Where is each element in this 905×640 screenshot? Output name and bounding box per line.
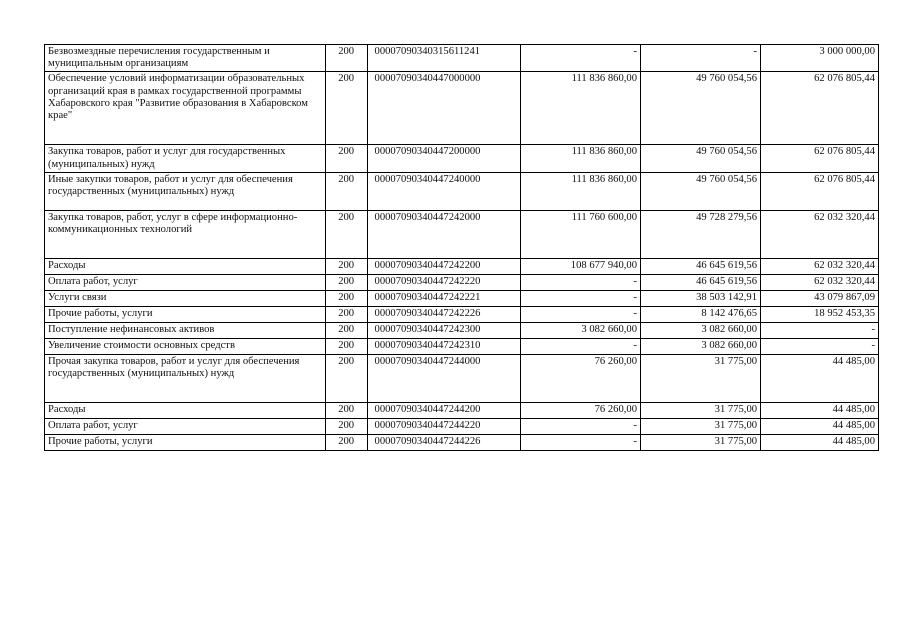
- table-row: [45, 418, 879, 434]
- row-approved-amount: -: [520, 306, 640, 322]
- row-budget-code: 00007090340447242221: [367, 290, 520, 306]
- row-line-code: 200: [325, 210, 367, 258]
- row-name: Прочие работы, услуги: [45, 306, 326, 322]
- row-unexecuted-amount: -: [761, 338, 879, 354]
- row-approved-amount: -: [520, 418, 640, 434]
- row-approved-amount: 108 677 940,00: [520, 258, 640, 274]
- row-unexecuted-amount: 18 952 453,35: [761, 306, 879, 322]
- row-executed-amount: 31 775,00: [641, 354, 761, 402]
- row-name: Прочая закупка товаров, работ и услуг для обеспечения государственных (муниципальных) нужд: [45, 354, 326, 402]
- row-unexecuted-amount: 62 032 320,44: [761, 274, 879, 290]
- row-name: Прочие работы, услуги: [45, 434, 326, 450]
- row-budget-code: 00007090340447242226: [367, 306, 520, 322]
- row-approved-amount: -: [520, 290, 640, 306]
- row-budget-code: 00007090340447242300: [367, 322, 520, 338]
- row-budget-code: 00007090340447242310: [367, 338, 520, 354]
- row-line-code: 200: [325, 172, 367, 210]
- row-executed-amount: 3 082 660,00: [641, 338, 761, 354]
- row-name: Расходы: [45, 258, 326, 274]
- row-executed-amount: 31 775,00: [641, 434, 761, 450]
- row-approved-amount: -: [520, 434, 640, 450]
- row-unexecuted-amount: 44 485,00: [761, 354, 879, 402]
- row-approved-amount: 76 260,00: [520, 402, 640, 418]
- row-approved-amount: -: [520, 274, 640, 290]
- row-budget-code: 00007090340447242220: [367, 274, 520, 290]
- row-line-code: 200: [325, 402, 367, 418]
- row-name: Иные закупки товаров, работ и услуг для обеспечения государственных (муниципальных) нужд: [45, 172, 326, 210]
- row-budget-code: 00007090340447244200: [367, 402, 520, 418]
- row-executed-amount: -: [641, 45, 761, 72]
- row-name: Закупка товаров, работ, услуг в сфере информационно-коммуникационных технологий: [45, 210, 326, 258]
- row-line-code: 200: [325, 434, 367, 450]
- row-line-code: 200: [325, 290, 367, 306]
- row-line-code: 200: [325, 418, 367, 434]
- row-unexecuted-amount: 44 485,00: [761, 402, 879, 418]
- row-executed-amount: 31 775,00: [641, 402, 761, 418]
- table-row: [45, 258, 879, 274]
- row-name: Оплата работ, услуг: [45, 418, 326, 434]
- row-line-code: 200: [325, 322, 367, 338]
- row-unexecuted-amount: 3 000 000,00: [761, 45, 879, 72]
- row-name: Безвозмездные перечисления государственным и муниципальным организациям: [45, 45, 326, 72]
- row-line-code: 200: [325, 145, 367, 172]
- row-executed-amount: 46 645 619,56: [641, 258, 761, 274]
- row-approved-amount: 111 836 860,00: [520, 72, 640, 145]
- row-approved-amount: 111 836 860,00: [520, 172, 640, 210]
- table-row: [45, 210, 879, 258]
- row-line-code: 200: [325, 258, 367, 274]
- table-row: [45, 290, 879, 306]
- table-row: [45, 402, 879, 418]
- row-name: Увеличение стоимости основных средств: [45, 338, 326, 354]
- row-name: Расходы: [45, 402, 326, 418]
- row-budget-code: 00007090340447200000: [367, 145, 520, 172]
- row-executed-amount: 49 760 054,56: [641, 145, 761, 172]
- row-executed-amount: 3 082 660,00: [641, 322, 761, 338]
- row-line-code: 200: [325, 306, 367, 322]
- row-executed-amount: 38 503 142,91: [641, 290, 761, 306]
- row-line-code: 200: [325, 338, 367, 354]
- row-approved-amount: 111 836 860,00: [520, 145, 640, 172]
- row-line-code: 200: [325, 274, 367, 290]
- table-row: [45, 354, 879, 402]
- row-unexecuted-amount: 62 032 320,44: [761, 210, 879, 258]
- row-name: Оплата работ, услуг: [45, 274, 326, 290]
- table-row: [45, 338, 879, 354]
- row-name: Поступление нефинансовых активов: [45, 322, 326, 338]
- row-approved-amount: 3 082 660,00: [520, 322, 640, 338]
- row-approved-amount: 111 760 600,00: [520, 210, 640, 258]
- row-unexecuted-amount: 44 485,00: [761, 434, 879, 450]
- row-approved-amount: 76 260,00: [520, 354, 640, 402]
- row-budget-code: 00007090340447240000: [367, 172, 520, 210]
- budget-execution-table: [44, 44, 879, 451]
- row-executed-amount: 46 645 619,56: [641, 274, 761, 290]
- row-executed-amount: 49 760 054,56: [641, 72, 761, 145]
- row-name: Услуги связи: [45, 290, 326, 306]
- row-approved-amount: -: [520, 338, 640, 354]
- row-unexecuted-amount: -: [761, 322, 879, 338]
- row-budget-code: 00007090340315611241: [367, 45, 520, 72]
- row-executed-amount: 31 775,00: [641, 418, 761, 434]
- row-budget-code: 00007090340447242200: [367, 258, 520, 274]
- row-unexecuted-amount: 43 079 867,09: [761, 290, 879, 306]
- row-budget-code: 00007090340447244220: [367, 418, 520, 434]
- row-unexecuted-amount: 62 076 805,44: [761, 72, 879, 145]
- table-row: [45, 45, 879, 72]
- table-row: [45, 72, 879, 145]
- row-unexecuted-amount: 62 076 805,44: [761, 145, 879, 172]
- row-approved-amount: -: [520, 45, 640, 72]
- table-row: [45, 172, 879, 210]
- row-unexecuted-amount: 62 076 805,44: [761, 172, 879, 210]
- table-row: [45, 145, 879, 172]
- row-line-code: 200: [325, 45, 367, 72]
- row-line-code: 200: [325, 72, 367, 145]
- row-executed-amount: 8 142 476,65: [641, 306, 761, 322]
- table-row: [45, 322, 879, 338]
- row-name: Закупка товаров, работ и услуг для государственных (муниципальных) нужд: [45, 145, 326, 172]
- row-budget-code: 00007090340447244226: [367, 434, 520, 450]
- row-budget-code: 00007090340447242000: [367, 210, 520, 258]
- row-line-code: 200: [325, 354, 367, 402]
- table-row: [45, 306, 879, 322]
- row-name: Обеспечение условий информатизации образовательных организаций края в рамках государственной программы Хабаровского края "Развитие образования в Хабаровском крае": [45, 72, 326, 145]
- table-row: [45, 434, 879, 450]
- table-row: [45, 274, 879, 290]
- row-unexecuted-amount: 62 032 320,44: [761, 258, 879, 274]
- row-executed-amount: 49 728 279,56: [641, 210, 761, 258]
- row-executed-amount: 49 760 054,56: [641, 172, 761, 210]
- row-unexecuted-amount: 44 485,00: [761, 418, 879, 434]
- row-budget-code: 00007090340447244000: [367, 354, 520, 402]
- row-budget-code: 00007090340447000000: [367, 72, 520, 145]
